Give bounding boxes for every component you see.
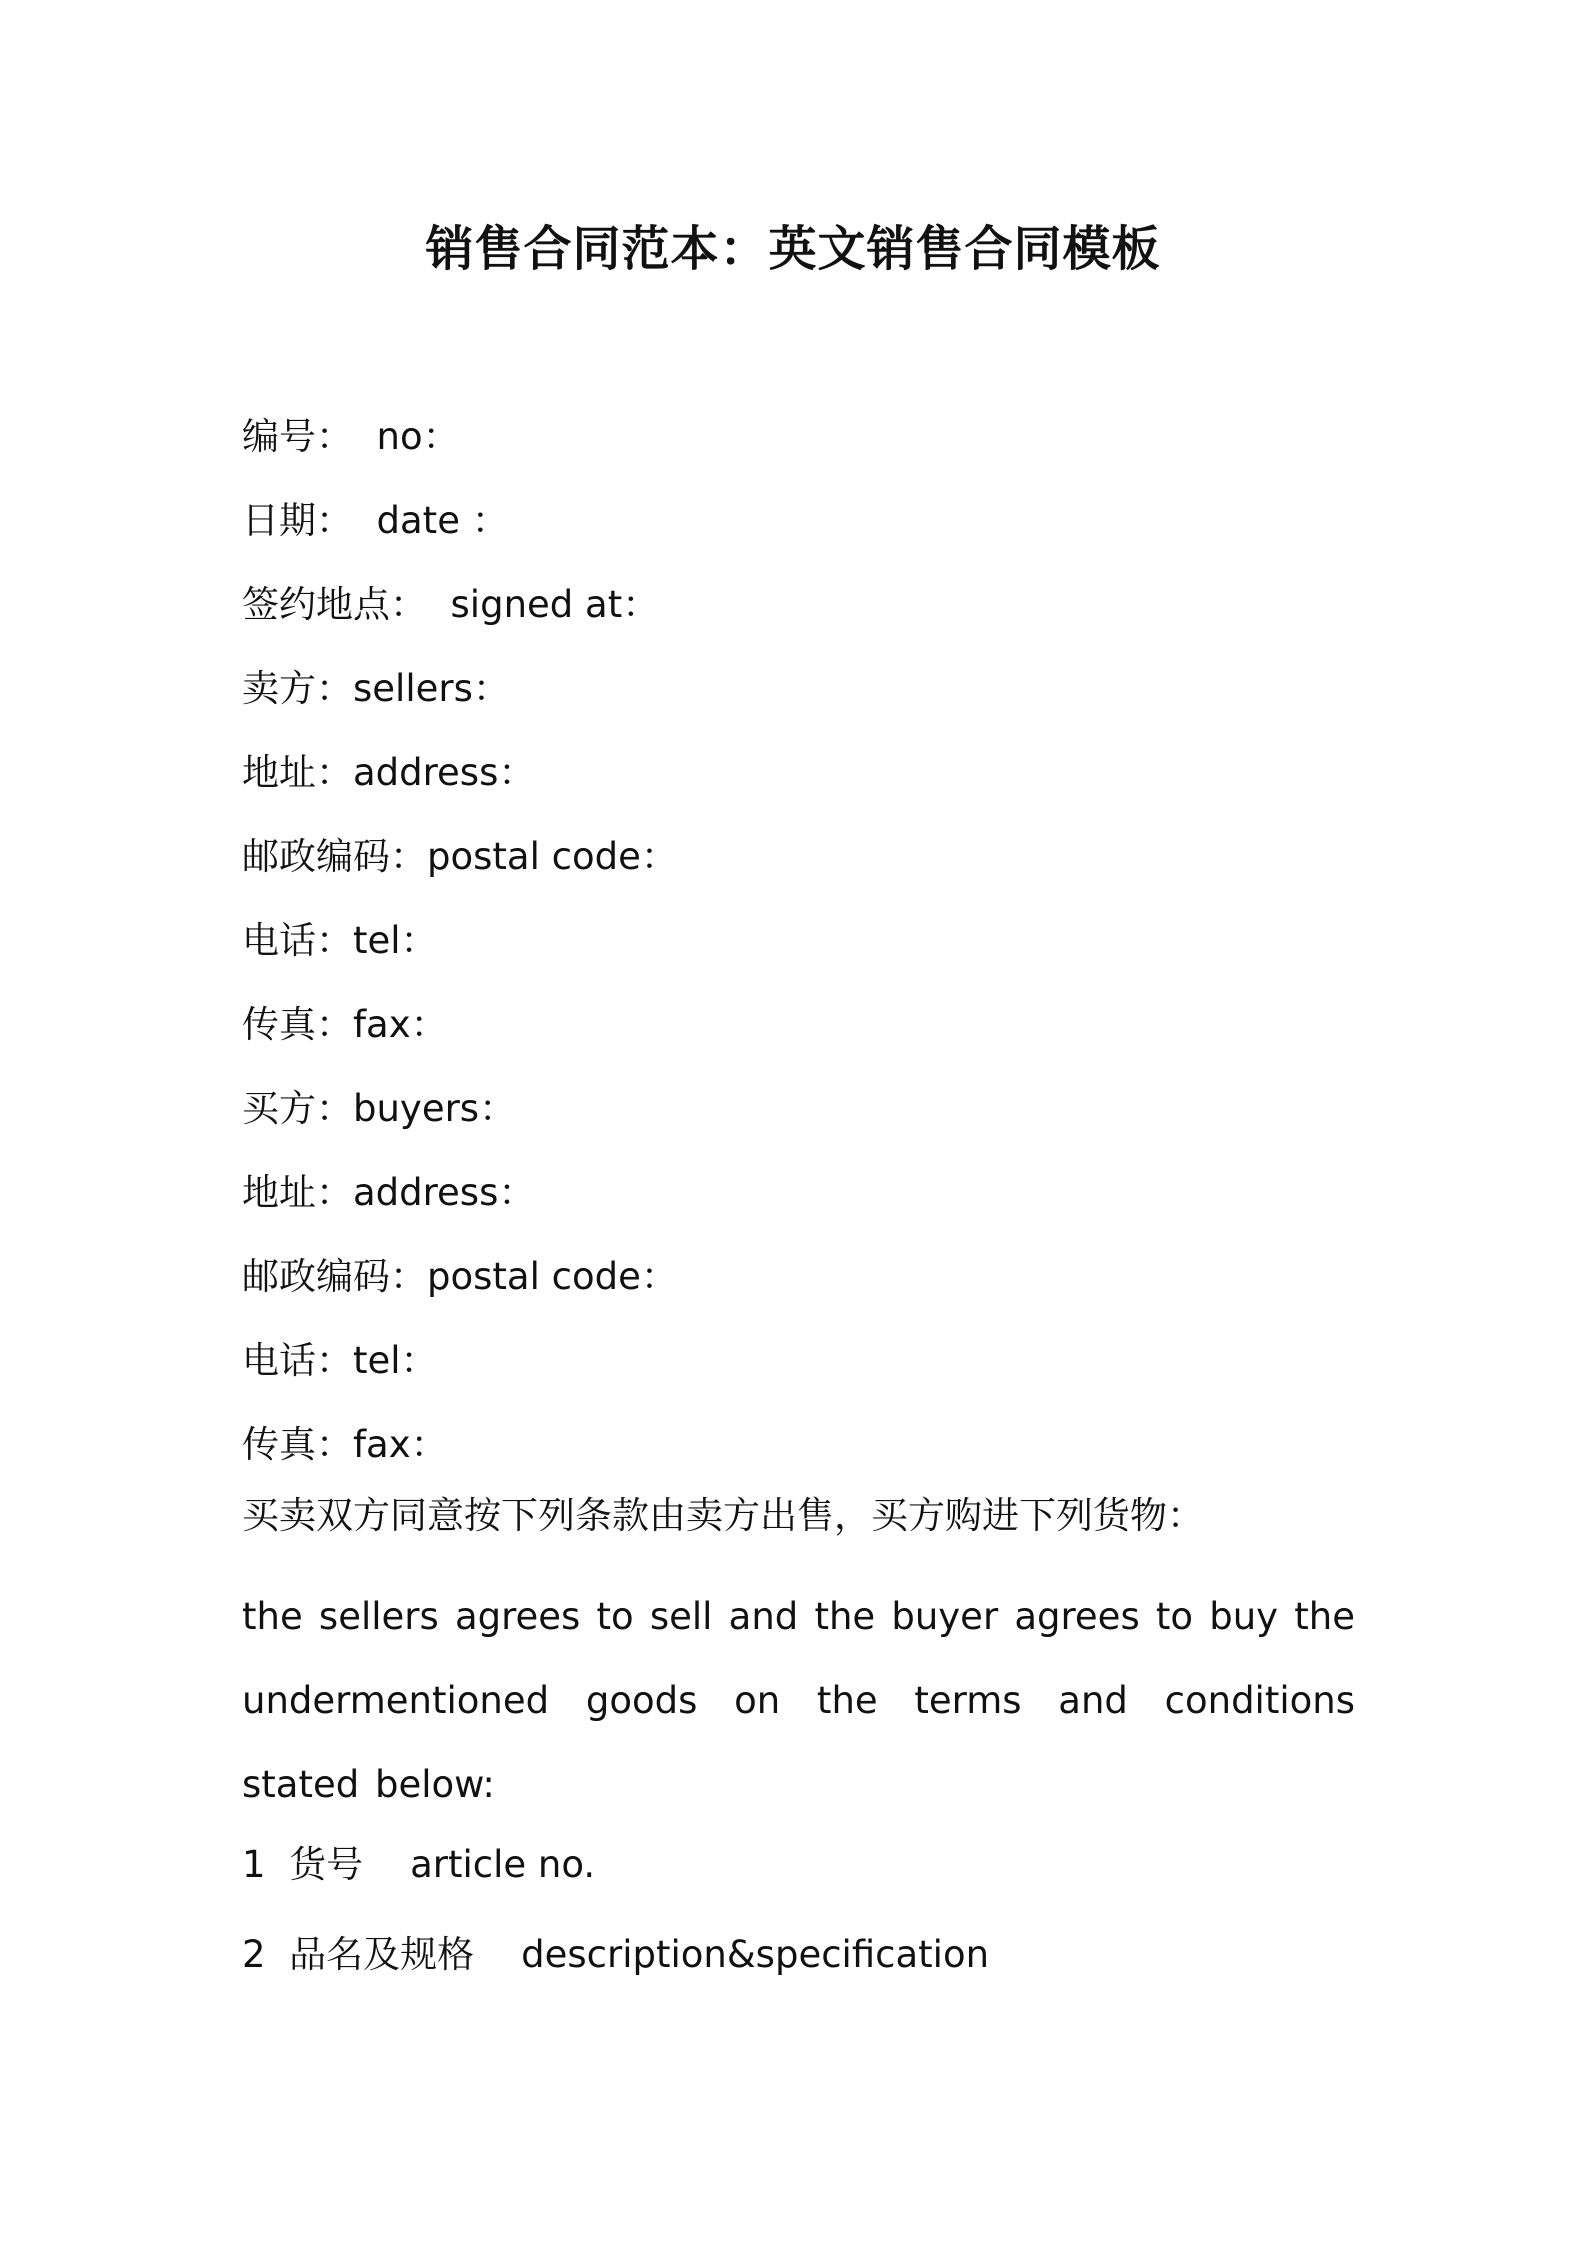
- field-seller-tel: 电话：tel：: [242, 919, 438, 962]
- agreement-statement-chinese: 买卖双方同意按下列条款由卖方出售，买方购进下列货物：: [242, 1494, 1204, 1537]
- item-article-no: 1 货号 article no.: [242, 1843, 596, 1886]
- field-date: 日期： date ：: [242, 499, 509, 542]
- agreement-statement-english: the sellers agrees to sell and the buyer agrees to buy the undermentioned goods on the terms and conditions stated below:: [242, 1595, 1355, 1806]
- field-sellers: 卖方：sellers：: [242, 667, 510, 710]
- field-seller-postal-code: 邮政编码：postal code：: [242, 835, 678, 878]
- field-number: 编号： no：: [242, 415, 460, 458]
- field-buyer-address: 地址：address：: [242, 1171, 536, 1214]
- field-buyer-postal-code: 邮政编码：postal code：: [242, 1255, 678, 1298]
- field-signed-at: 签约地点： signed at：: [242, 583, 660, 626]
- field-buyer-fax: 传真：fax：: [242, 1423, 448, 1466]
- field-seller-address: 地址：address：: [242, 751, 536, 794]
- item-description-specification: 2 品名及规格 description&specification: [242, 1933, 990, 1976]
- field-seller-fax: 传真：fax：: [242, 1003, 448, 1046]
- field-buyer-tel: 电话：tel：: [242, 1339, 438, 1382]
- page-title: 销售合同范本：英文销售合同模板: [425, 221, 1161, 277]
- field-buyers: 买方：buyers：: [242, 1087, 517, 1130]
